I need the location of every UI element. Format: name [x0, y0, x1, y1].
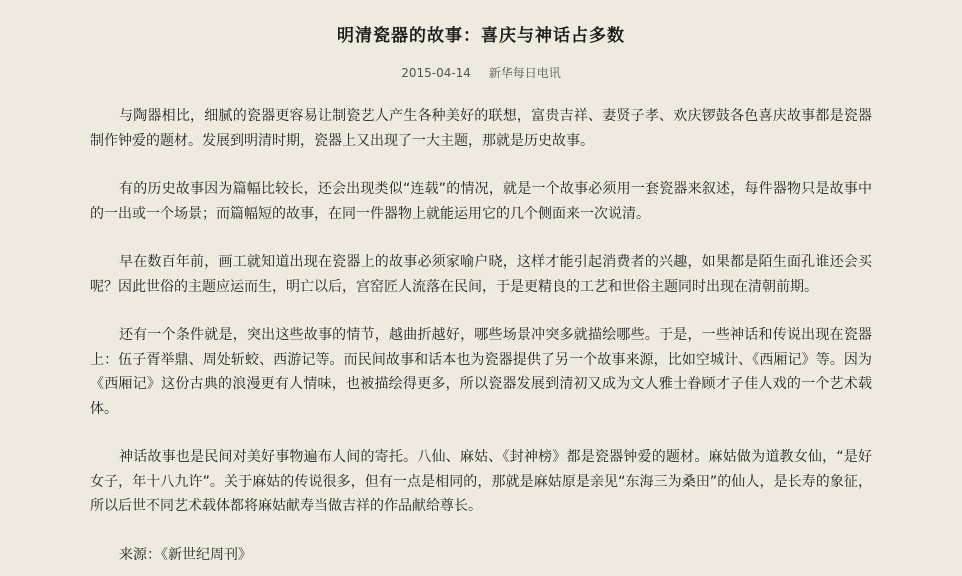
publication-source: 新华每日电讯: [488, 66, 561, 80]
article: [0, 0, 962, 83]
article-body: [90, 104, 872, 576]
article-title: 明清瓷器的故事：喜庆与神话占多数: [337, 26, 625, 46]
article-meta: [0, 63, 962, 83]
paragraph: 有的历史故事因为篇幅比较长，还会出现类似“连载”的情况，就是一个故事必须用一套瓷器来叙述，每件器物只是故事中的一出或一个场景；而篇幅短的故事，在同一件器物上就能运用它的几个侧面来一次说清。: [90, 181, 872, 222]
paragraph: 还有一个条件就是，突出这些故事的情节，越曲折越好，哪些场景冲突多就描绘哪些。于是，一些神话和传说出现在瓷器上：伍子胥举鼎、周处斩蛟、西游记等。而民间故事和话本也为瓷器提供了另一个故事来源，比如空城计、《西厢记》等。因为《西厢记》这份古典的浪漫更有人情味，也被描绘得更多，所以瓷器发展到清初又成为文人雅士眷顾才子佳人戏的一个艺术载体。: [90, 327, 872, 417]
source-note: 来源：《新世纪周刊》: [119, 546, 252, 563]
paragraph: 与陶器相比，细腻的瓷器更容易让制瓷艺人产生各种美好的联想，富贵吉祥、妻贤子孝、欢庆锣鼓各色喜庆故事都是瓷器制作钟爱的题材。发展到明清时期，瓷器上又出现了一大主题，那就是历史故事。: [90, 108, 872, 149]
paragraph: 神话故事也是民间对美好事物遍布人间的寄托。八仙、麻姑、《封神榜》都是瓷器钟爱的题材。麻姑做为道教女仙，“是好女子，年十八九许”。关于麻姑的传说很多，但有一点是相同的，那就是麻姑原是亲见“东海三为桑田”的仙人，是长寿的象征，所以后世不同艺术载体都将麻姑献寿当做吉祥的作品献给尊长。: [90, 449, 872, 514]
publish-date: 2015-04-14: [401, 66, 471, 80]
paragraph: 早在数百年前，画工就知道出现在瓷器上的故事必须家喻户晓，这样才能引起消费者的兴趣，如果都是陌生面孔谁还会买呢？因此世俗的主题应运而生，明亡以后，宫窑匠人流落在民间，于是更精良的工艺和世俗主题同时出现在清朝前期。: [90, 254, 872, 295]
